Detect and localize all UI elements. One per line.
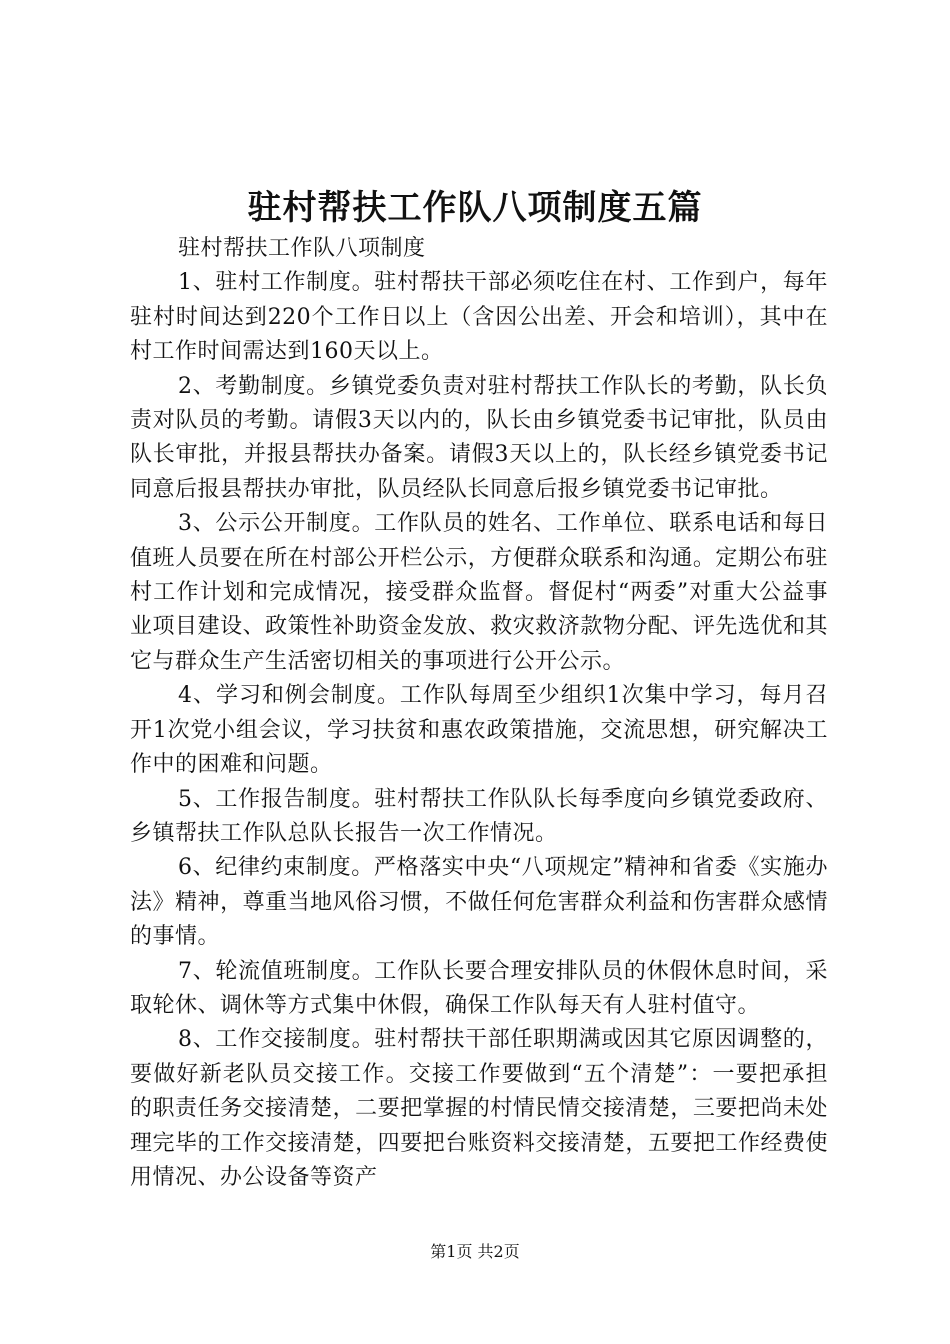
paragraph-1: 1、驻村工作制度。驻村帮扶干部必须吃住在村、工作到户，每年驻村时间达到220个工作日以上（含因公出差、开会和培训），其中在村工作时间需达到160天以上。	[130, 270, 828, 365]
paragraph-2: 2、考勤制度。乡镇党委负责对驻村帮扶工作队长的考勤，队长负责对队员的考勤。请假3天以内的，队长由乡镇党委书记审批，队员由队长审批，并报县帮扶办备案。请假3天以上的，队长经乡镇党委书记同意后报县帮扶办审批，队员经队长同意后报乡镇党委书记审批。	[130, 373, 828, 502]
paragraph-4: 4、学习和例会制度。工作队每周至少组织1次集中学习，每月召开1次党小组会议，学习扶贫和惠农政策措施，交流思想，研究解决工作中的困难和问题。	[130, 683, 828, 778]
paragraph-5: 5、工作报告制度。驻村帮扶工作队队长每季度向乡镇党委政府、乡镇帮扶工作队总队长报告一次工作情况。	[130, 786, 828, 846]
paragraph-7: 7、轮流值班制度。工作队长要合理安排队员的休假休息时间，采取轮休、调休等方式集中休假，确保工作队每天有人驻村值守。	[130, 958, 828, 1018]
section-subtitle: 驻村帮扶工作队八项制度	[178, 236, 426, 261]
document-body	[130, 232, 828, 1195]
page-number-footer: 第1页 共2页	[430, 1242, 520, 1261]
paragraph-8: 8、工作交接制度。驻村帮扶干部任职期满或因其它原因调整的，要做好新老队员交接工作。交接工作要做到“五个清楚”：一要把承担的职责任务交接清楚，二要把掌握的村情民情交接清楚，三要把尚未处理完毕的工作交接清楚，四要把台账资料交接清楚，五要把工作经费使用情况、办公设备等资产	[130, 1027, 828, 1190]
paragraph-6: 6、纪律约束制度。严格落实中央“八项规定”精神和省委《实施办法》精神，尊重当地风俗习惯，不做任何危害群众利益和伤害群众感情的事情。	[130, 855, 828, 950]
paragraph-3: 3、公示公开制度。工作队员的姓名、工作单位、联系电话和每日值班人员要在所在村部公开栏公示，方便群众联系和沟通。定期公布驻村工作计划和完成情况，接受群众监督。督促村“两委”对重大公益事业项目建设、政策性补助资金发放、救灾救济款物分配、评先选优和其它与群众生产生活密切相关的事项进行公开公示。	[130, 511, 828, 674]
document-title: 驻村帮扶工作队八项制度五篇	[247, 188, 703, 228]
